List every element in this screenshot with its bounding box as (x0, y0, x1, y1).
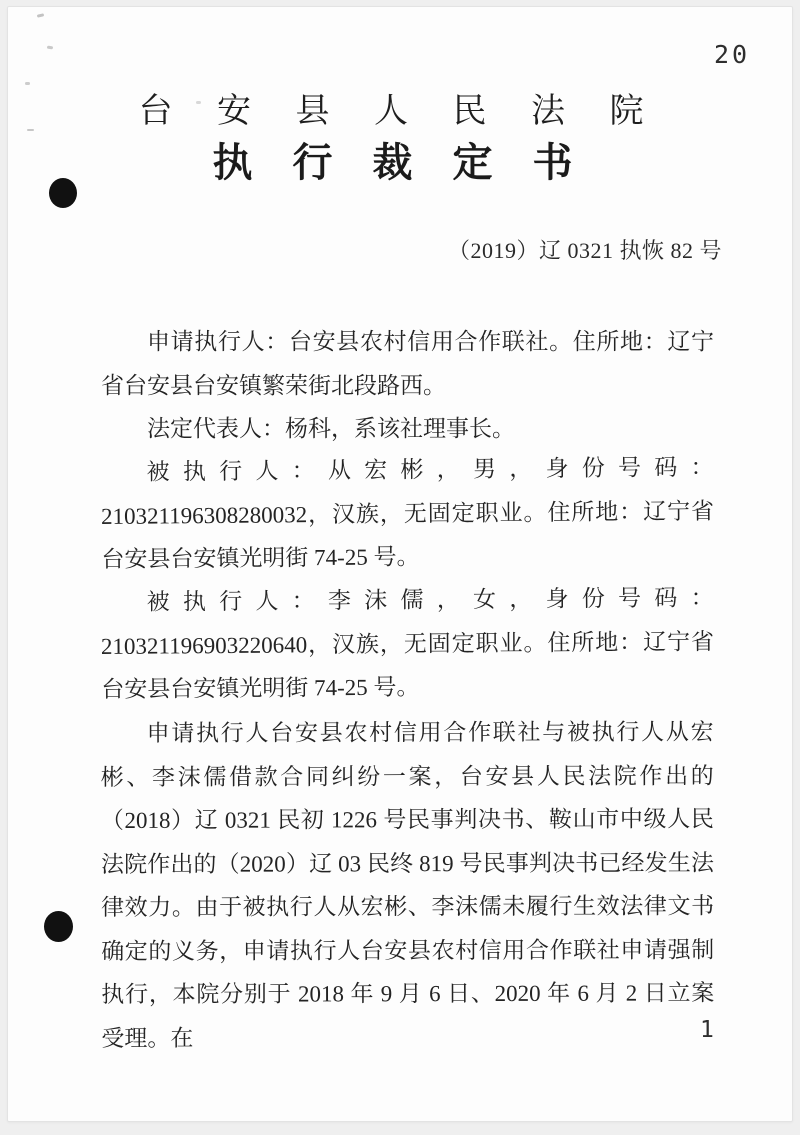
case-number: （2019）辽 0321 执恢 82 号 (447, 238, 722, 263)
paragraph-applicant: 申请执行人：台安县农村信用合作联社。住所地：辽宁省台安县台安镇繁荣街北段路西。 (101, 329, 714, 398)
scan-speck (37, 13, 44, 17)
document-body (101, 320, 714, 1060)
paragraph-respondent-2: 被执行人：李沫儒，女，身份号码：210321196903220640，汉族，无固定职业。住所地：辽宁省台安县台安镇光明街 74-25 号。 (100, 585, 715, 702)
paragraph-respondent-1: 被执行人：从宏彬，男，身份号码：210321196308280032，汉族，无固定职业。住所地：辽宁省台安县台安镇光明街 74-25 号。 (100, 454, 715, 572)
document-page (7, 6, 793, 1122)
court-name: 台 安 县 人 民 法 院 (138, 93, 662, 130)
scan-page-number: 20 (714, 40, 751, 69)
document-title: 执 行 裁 定 书 (212, 140, 588, 185)
paragraph-case-background: 申请执行人台安县农村信用合作联社与被执行人从宏彬、李沫儒借款合同纠纷一案，台安县人民法院作出的（2018）辽 0321 民初 1226 号民事判决书、鞍山市中级人民法院作出的（2020）辽 03 民终 819 号民事判决书已经发生法律效力。由于被执行人从宏彬、李沫儒未履行生效法律文书确定的义务，申请执行人台安县农村信用合作联社申请强制执行，本院分别于 2018 年 9 月 6 日、2020 年 6 月 2 日立案受理。在 (100, 718, 715, 1050)
paragraph-legal-representative: 法定代表人：杨科，系该社理事长。 (147, 416, 515, 441)
hole-punch-mark-bottom (44, 911, 73, 942)
scan-speck (47, 46, 53, 50)
footer-page-number: 1 (700, 1017, 714, 1043)
